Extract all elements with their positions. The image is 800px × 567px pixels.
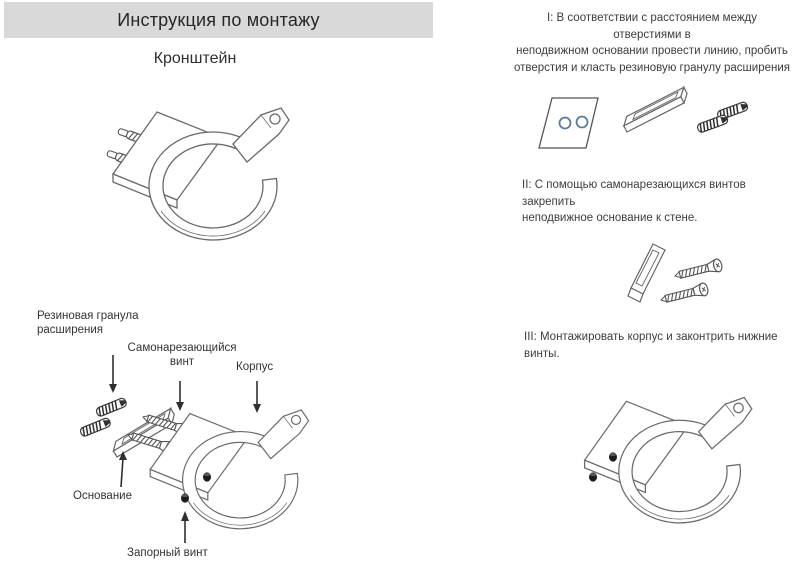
- locking-screw-icon: [589, 472, 597, 481]
- step-text-line: неподвижное основание к стене.: [522, 212, 698, 224]
- drill-hole-icon: [577, 117, 588, 128]
- step-text-line: неподвижном основании провести линию, пробить: [516, 45, 788, 57]
- locking-screw-icon: [203, 472, 211, 481]
- bracket-body-icon: [585, 398, 752, 523]
- step-2-illustration: [605, 226, 780, 318]
- step-1-text: [513, 10, 791, 76]
- step-2-text: [522, 177, 794, 227]
- header-band: [4, 2, 433, 38]
- page-title: Инструкция по монтажу: [117, 9, 320, 30]
- step-1-illustration: [535, 86, 785, 178]
- step-text-line: I: В соответствии с расстоянием между отверстиями в: [546, 12, 758, 41]
- exploded-diagram: [15, 305, 360, 567]
- locking-screw-icon: [609, 452, 617, 461]
- label-base: Основание: [73, 490, 132, 502]
- bracket-body-icon: [113, 108, 289, 240]
- step-3-illustration: [565, 382, 800, 537]
- bracket-assembled-illustration: [95, 98, 310, 253]
- rubber-anchor-icon: [79, 417, 111, 437]
- base-strip-icon: [621, 87, 691, 132]
- drill-hole-icon: [560, 118, 571, 129]
- step-text-line: II: С помощью самонарезающихся винтов закрепить: [522, 179, 746, 208]
- label-body: Корпус: [236, 361, 274, 373]
- base-strip-icon: [628, 244, 665, 302]
- rubber-anchor-icon: [696, 114, 728, 133]
- step-text-line: III: Монтажировать корпус и законтрить нижние винты.: [524, 331, 778, 360]
- label-rubber-plug: Резиновая гранула расширения: [37, 310, 139, 336]
- label-self-tapping-screw: Самонарезающийся винт: [127, 342, 237, 368]
- self-tapping-screw-icon: [673, 258, 723, 282]
- rubber-anchor-icon: [95, 397, 127, 417]
- product-subtitle: Кронштейн: [153, 50, 237, 67]
- step-text-line: отверстия и класть резиновую гранулу расширения: [513, 61, 791, 74]
- label-locking-screw: Запорный винт: [127, 547, 208, 559]
- self-tapping-screw-icon: [659, 282, 709, 306]
- step-3-text: [524, 329, 796, 362]
- locking-screw-icon: [181, 493, 189, 502]
